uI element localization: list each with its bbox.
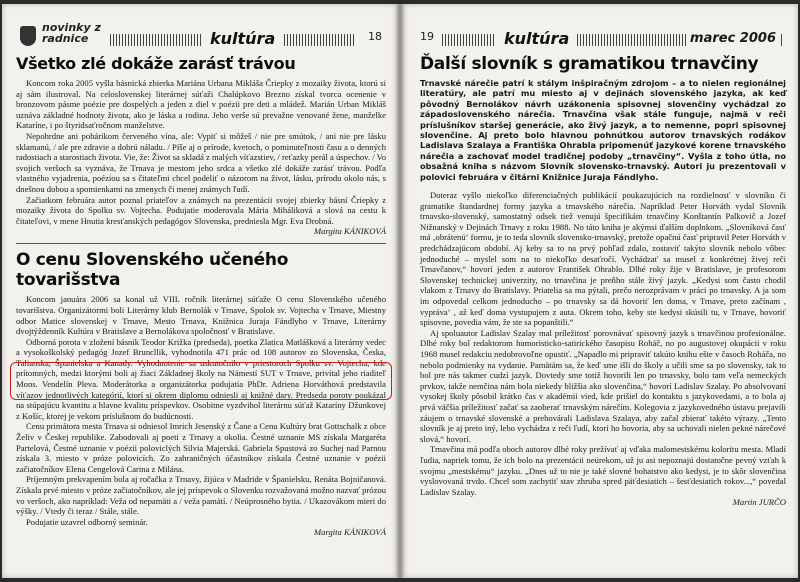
- article-paragraph: Podujatie uzavrel odborný seminár.: [26, 516, 148, 527]
- article-paragraph: Koncom roka 2005 vyšla básnická zbierka Mariána Urbana Mikláša Čriepky z mozaiky života, ktorú si aj sám ilustroval. Na celoslovenskej literárnej súťaži Chalúpkovo Brezno získal tvorca ocenenie v bronzovom pásme poézie pre dospelých a jeden z diel v poézii pre deti a mládež. Marián Urban Mikláš uznáva základné hodnoty života, ako je láska a rodina. Jeho verše sú prevažne venované žene, manželke Kataríne, i po štyridsaťročnom manželstve.: [16, 78, 386, 131]
- article-paragraph: Cenu primátora mesta Trnava si odniesol Imrich Jesenský z Čane a Cenu Kultúry brat Gottschalk z obce Želiv v Českej republike. Zabodovali aj poeti z Trnavy a okolia. Čestné uznanie MS získala Margaréta Partelová, Čestné uznanie v poézii poloviclých Silvia Majerská. Gabriela Spustová zo Suchej nad Parnou získala 3. miesto v próze polovicích. Zo zahraničných účastníkov získala Čestné uznanie v poézii začiatočníkov Elena Cengelová Carina z Milána.: [16, 421, 386, 474]
- left-column: [16, 54, 386, 544]
- section-label: kultúra: [496, 28, 577, 50]
- article-paragraph: Trnavčina má podľa oboch autorov dlhé roky prežívať aj vďaka malomestskému koloritu mesta. Mladí ľudia, napriek tomu, že ich bolo na prezentácii neúrekom, už ju asi nepoznajú dostatočne pevný vzťah k svojmu „mestskému“ jazyku. „Dnes už to nie je také slovné bohatstvo ako kedysi, je to skôr slovenčina vyslovovaná trvdo. Chcel som zachytiť stav zhruba spred päťdesiatich – šesťdesiatich rokov...,“ povedal Ladislav Szalay.: [420, 444, 786, 497]
- article-paragraph: Doteraz vyšlo niekoľko diferenciačných publikácií poukazujúcich na rozdielnosť v slovníku či gramatike štandardnej formy jazyka a trnavského nárečia. Napríklad Peter Horváth vydal Slovník trnavsko-slovenský, samostatný odsek tiež venujú špecifikám trnavčiny Konštantín Palkovič a Jozef Nižnanský v Dejinách Trnavy z roku 1988. No táto kniha je akýmsi ďalším doplnkom. „Slovníková časť má ‚obrátenú‘ formu, je to teda slovník slovensko-trnavský, pretože opačnú časť pripravil Peter Horváth v predchádzajúcom období. Aj keby sa to na prvý pohľad zdalo, zostaviť takýto slovník nebolo vôbec jednoduché – myslel som na to niekoľko desaťročí. Vychádzať sa musel z konkrétnej živej reči Trnavčanov,“ hovorí jeden z autorov František Ohrablo. Dlhé roky žije v Bratislave, je profesorom Slovenskej technickej univerzity, no trnavčina je preňho stále živý jazyk. „Kedysi som často chodil vlakom z Trnavy do Bratislavy. Priatelia sa ma pýtali, prečo nerozprávam v práci po trnavsky. A ja som im odpovedal celkom jednoducho – po trnavsky sa dá hovoriť len doma, v Trnave, preto začínam , vypráva‘ , až keď doma vystupujem z auta. Okrem toho, keby ste kedysi skúsili tu, v Trnave, hovoriť spisovne, povedia vám, že ste sa popanštili.“: [420, 190, 786, 328]
- article-signature: Martin JURČO: [732, 497, 786, 508]
- article-title: O cenu Slovenského učeného tovarišstva: [16, 250, 289, 291]
- section-label: kultúra: [202, 28, 283, 50]
- right-page-header: [404, 12, 798, 52]
- article-signature: Margita KÁNIKOVÁ: [313, 527, 386, 538]
- right-page: [404, 4, 798, 578]
- article-title: Všetko zlé dokáže zarásť trávou: [16, 54, 296, 73]
- divider: [16, 243, 386, 244]
- article-title: Ďalší slovník s gramatikou trnavčiny: [420, 54, 759, 74]
- highlight-annotation: [10, 362, 392, 400]
- article-lead: Trnavské nárečie patrí k stálym inšpiračným zdrojom – a to nielen regionálnej literatúry, ale patrí mu miesto aj v dejinách slovenského jazyka, ak keď pôvodný Bernolákov návrh uzákonenia spisovnej slovenčiny vychádzal zo západoslovenského nárečia. Trnavčina však stále funguje, najmä v reči príslušníkov staršej generácie, ako živý jazyk, a to nemenne, popri spisovnej slovenčine. Aj preto bolo hlavnou pohnútkou autorov trnavských rodákov Ladislava Szalaya a Františka Ohrabla pripomenúť jazykové korene trnavského nárečia a zachovať model tradičnej podoby „trnavčiny“. Vyšla z toho útla, no obsažná kniha s názvom Slovník slovensko-trnavský. Autori ju prezentovali v polovici februára v čitárni Knižnice Juraja Fándlyho.: [420, 78, 786, 182]
- town-crest-icon: [20, 26, 36, 46]
- issue-date: marec 2006: [686, 28, 780, 50]
- article-paragraph: Aj spoluautor Ladislav Szalay mal príležitosť porovnávať spisovný jazyk s trnavčinou profesionálne. Dlhé roky bol redaktorom humoristicko-satirického časopisu Roháč, no po augustovej okupácii v roku 1968 musel redakciu nedobrovoľne opustiť. „Napadlo mi pripraviť takúto knihu ešte v časoch Roháča, no nebolo podmienky na vydanie. Pamätám sa, že keď sme išli do školy a učili sme sa po slovensky, tak to bol pre nás takmer cudzí jazyk. Dovtedy sme totiž hovorili len po trnavsky, bolo tam veľa nemeckých prvkov, takže nemčina nám bola niekedy bližšia ako slovenčina,“ hovorí Ladislav Szalay. Po absolvovaní vysokej školy pôsobil krátko čas v akadémii vied, kde prišiel do kontaktu s jazykovedami, a to bola aj prvá väčšia príležitosť začať sa zaoberať trnavským nárečím. Kolegovia z jazykovedného ústavu prejavili záujem o trnavské slovenské a prehovárali Ladislava Szalaya, aby začal zbierať takéto výrazy. „Tento slovník je aj preto iný, lebo vychádza z reči ľudí, ktorí ho hovoria, aby sa uchovali nielen pekné nárečové slová,“ hovorí.: [420, 327, 786, 444]
- article-paragraph: Koncom januára 2006 sa konal už VIII. ročník literárnej súťaže O cenu Slovenského učeného tovarišstva. Organizátormi boli Literárny klub Bernolák v Trnave, Spolok sv. Vojtecha v Trnave, Miestny odbor Matice slovenskej v Trnave, Mesto Trnava, Knižnica Juraja Fándlyho v Trnave, Literárny dvojtýždenník Kultúra v Bratislave a Bernolákova spoločnosť v Bratislave.: [16, 294, 386, 337]
- left-page-header: [2, 12, 396, 52]
- newsletter-logo: novinky z radnice: [42, 21, 101, 45]
- binding-gutter: [396, 4, 404, 578]
- article-paragraph: Nepohrdne ani pohárikom červeného vína, ale: Vypiť si môžeš / nie pre smútok, / ani nie pre lásku sklamanú, / ale pre zdravie a dobrú náladu. / Píše aj o prírode, kvetoch, o pominuteľnosti času a o denných radostiach a starostiach života. Vie, že: Život sa skladá z malých víťazstiev, / reťazky perál a úspechov. / Vo svojich veršoch sa vyznáva, že Trnava je mestom jeho srdca a všetko zlé dokáže zarásť trávou. Podľa vlastného vyjadrenia, poéziou sa s čitateľmi chcel podeliť o názorom na život, lásku, prírodu okolo nás, s dnešnou dobou a spomienkami na zmenych či menej známych ľudí.: [16, 130, 386, 194]
- left-page: [2, 4, 396, 578]
- right-column: [420, 54, 786, 514]
- article-paragraph: Odborná porota v zložení básnik Teodor Križka (predseda), poetka Zlatica Matlášková a literárny vedec a vysokoškolský pedagóg Jozef Bruncllik, vyhodnotila 471 prác od 108 autorov zo Slovenska, Česka, Talianska, Španielska a Kanady. Vyhodnotenie sa uskutočnilo v priestoroch Spolku sv. Vojtecha, kde prítomných, medzi ktorými boli aj žiaci Základnej školy na Námestí SUT v Trnave, privítal jeho riaditeľ Mons. Vendelín Pleva. Moderátorka a organizátorka podujatia PhDr. Adriena Horváthová predstavila víťazov jednotlivých kategórií, ktorí si okrem diplomu odniesli aj knižné dary. Predseda poroty poukázal na stúpajúcu kvantitu a hlavne kvalitu príspevkov. Osobitne vyzdvihol literárnu súťaž Kataríny Džunkovej z Košíc, ktorej je vekom príslušnom do budúcnosti.: [16, 336, 386, 421]
- article-signature: Margita KÁNIKOVÁ: [313, 226, 386, 237]
- article-paragraph: Príjemným prekvapením bola aj ročačka z Trnavy, žijúca v Madride v Španielsku, Renáta Bojničanová. Získala prvé miesto v próze začiatočníkov, ale jej príspevok o Slovenku rozvažovaná možno nazvať prózou vo veršoch, ako napríklad: Veža od nepamäti a / veža pamätí. / Neúprosného bytia. / Ukazovákom mieri do výšky. / Vtedy či teraz / Stále, stále.: [16, 474, 386, 517]
- article-paragraph: Začiatkom februára autor poznal priateľov a známych na prezentácii svojej zbierky básní Čriepky z mozaiky života do Spolku sv. Vojtecha. Podujatie moderovala Mária Miháliková a slová na cestu k čitateľovi, v mene Hnutia kresťanských pedagógov Slovenska, predniesla Mgr. Eva Drobná.: [16, 194, 386, 226]
- page-number: 18: [368, 30, 382, 43]
- page-number: 19: [420, 30, 434, 43]
